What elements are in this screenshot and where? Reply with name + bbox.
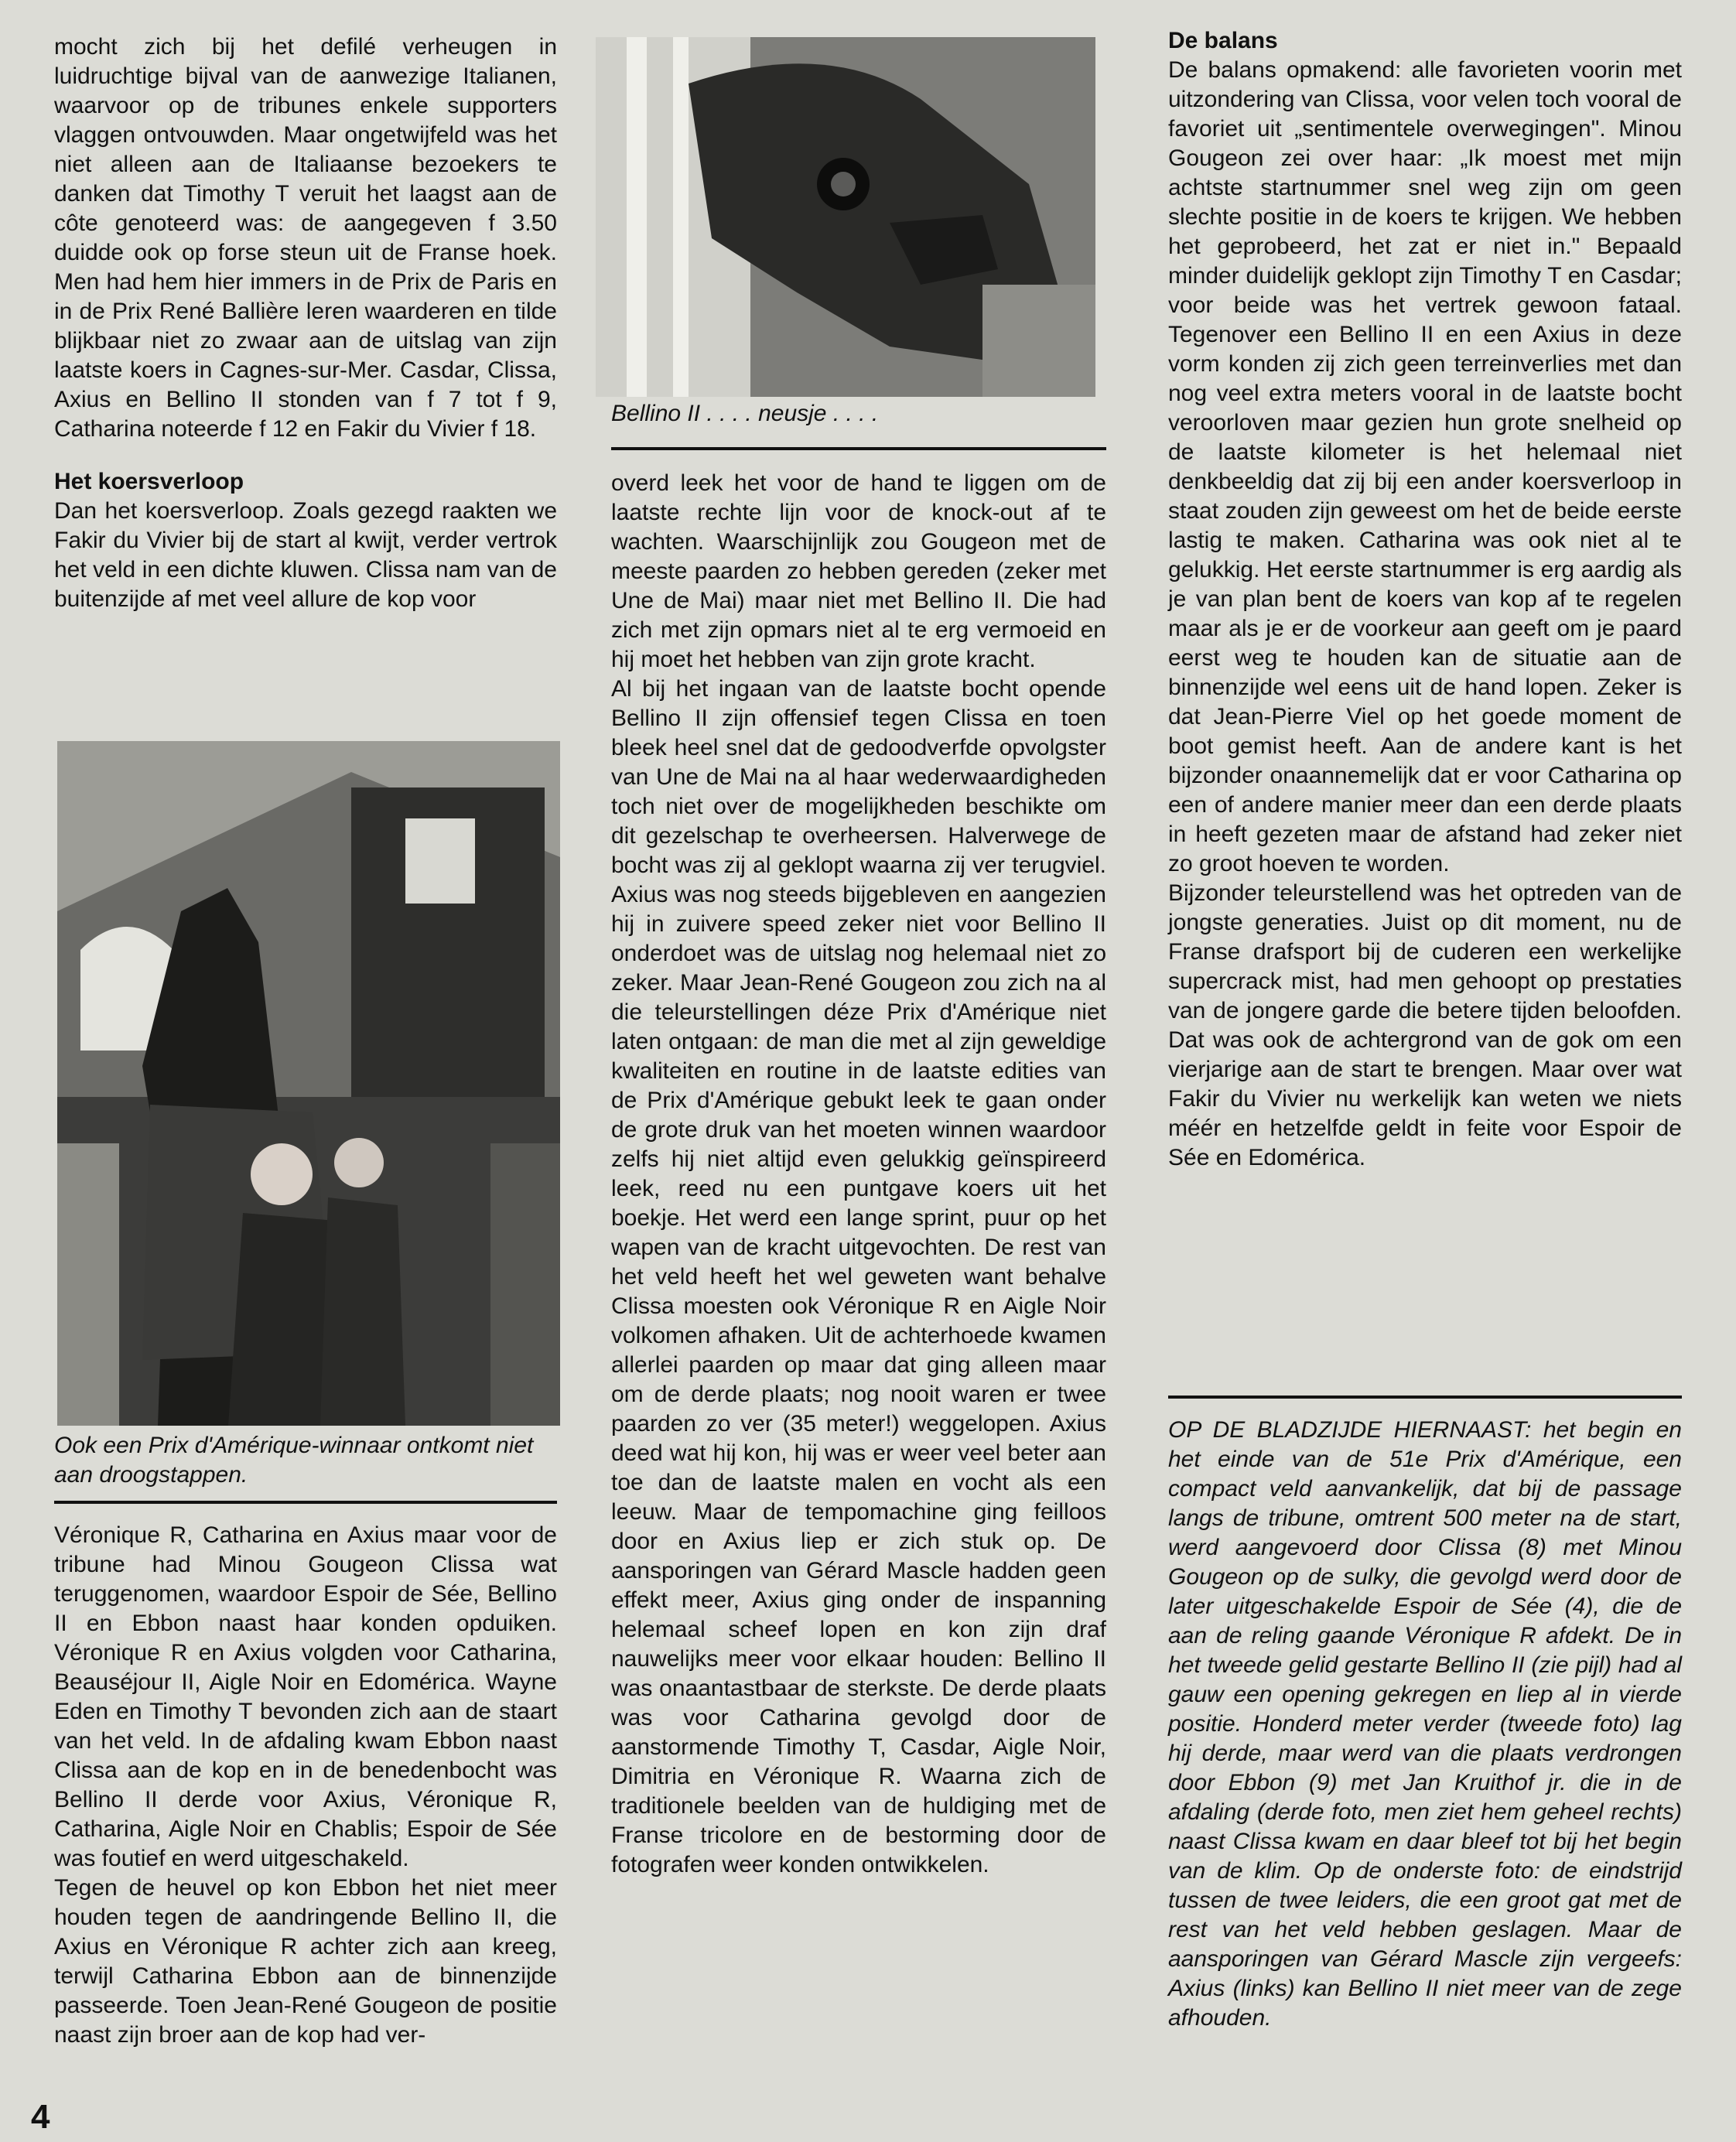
divider-middle (611, 447, 1106, 450)
column-left (54, 32, 557, 614)
photo-caption-left: Ook een Prix d'Amérique-winnaar ontkomt niet aan droogstappen. (54, 1433, 534, 1488)
divider-left (54, 1501, 557, 1504)
body-paragraph-4: Tegen de heuvel op kon Ebbon het niet meer houden tegen de aandringende Bellino II, die Axius en Véronique R achter zich aan kreeg, terwijl Catharina Ebbon aan de binnenzijde passeerde. Toen Jean-René Gougeon de positie naast zijn broer aan de kop had ver- (54, 1875, 557, 2048)
divider-right (1168, 1396, 1682, 1399)
body-paragraph-2: Dan het koersverloop. Zoals gezegd raakten we Fakir du Vivier bij de start al kwijt, verder vertrok het veld in een dichte kluwen. Clissa nam van de buitenzijde af met veel allure de kop voor (54, 498, 557, 612)
column-middle (611, 469, 1106, 1880)
photo-horse-with-handlers-illustration (57, 741, 560, 1426)
body-paragraph-5: overd leek het voor de hand te liggen om de laatste rechte lijn voor de knock-out af te wachten. Waarschijnlijk zou Gougeon met de meeste paarden zo hebben gereden (zeker met Une de Mai) maar niet met Bellino II. Die had zich met zijn opmars niet al te erg vermoeid en hij moet het hebben van zijn grote kracht. (611, 470, 1106, 672)
page-number: 4 (31, 2098, 50, 2136)
body-paragraph-8: Bijzonder teleurstellend was het optreden van de jongste generaties. Juist op dit moment, nu de Franse drafsport bij de cuderen een werkelijke supercrack mist, had men gehoopt op prestaties van de jongere garde die betere tijden beloofden. Dat was ook de achtergrond van de gok om een vierjarige aan de start te brengen. Maar over wat Fakir du Vivier nu werkelijk kan weten we niets méér en hetzelfde geldt in feite voor Espoir de Sée en Edomérica. (1168, 880, 1682, 1170)
section-heading-balans: De balans (1168, 28, 1278, 53)
body-paragraph-7: De balans opmakend: alle favorieten voorin met uitzondering van Clissa, voor velen toch vooral de favoriet uit „sentimentele overwegingen". Minou Gougeon zei over haar: „Ik moest met mijn achtste startnummer snel weg zijn om geen slechte positie in de koers te krijgen. We hebben het geprobeerd, het zat er niet in." Bepaald minder duidelijk geklopt zijn Timothy T en Casdar; voor beide was het vertrek gewoon fataal. Tegenover een Bellino II en een Axius in deze vorm konden zij zich geen terreinverlies met dan nog veel extra meters vooral in de laatste bocht veroorloven maar gezien hun grote snelheid op de laatste kilometer is het helemaal niet denkbeeldig dat zij bij een ander koersverloop in staat zouden zijn geweest om het de beide eerste lastig te maken. Catharina was ook niet al te gelukkig. Het eerste startnummer is erg aardig als je van plan bent de koers van kop af te regelen maar als je er de voorkeur aan geeft om je paard eerst weg te houden kan de situatie aan de binnenzijde wel eens uit de hand lopen. Zeker is dat Jean-Pierre Viel op het goede moment de boot gemist heeft. Aan de andere kant is het bijzonder onaannemelijk dat er voor Catharina op een of andere manier meer dan een derde plaats in heeft gezeten maar de afstand had zeker niet zo groot hoeven te worden. (1168, 57, 1682, 876)
photo-horse-with-handlers (57, 741, 560, 1426)
caption-block-right (1168, 1416, 1682, 2033)
caption-block-left (54, 1431, 557, 1490)
photo-caption-right: OP DE BLADZIJDE HIERNAAST: het begin en het einde van de 51e Prix d'Amérique, een compact veld aanvankelijk, dat bij de passage langs de tribune, omtrent 500 meter na de start, werd aangevoerd door Clissa (8) met Minou Gougeon op de sulky, die gevolgd werd door de later uitgeschakelde Espoir de Sée (4), die de aan de reling gaande Véronique R afdekt. De in het tweede gelid gestarte Bellino II (zie pijl) had al gauw een opening gekregen en liep al in vierde positie. Honderd meter verder (tweede foto) lag hij derde, maar werd van die plaats verdrongen door Ebbon (9) met Jan Kruithof jr. die in de afdaling (derde foto, men ziet hem geheel rechts) naast Clissa kwam en daar bleef tot bij het begin van de klim. Op de onderste foto: de eindstrijd tussen de twee leiders, die een groot gat met de rest van het veld hebben geslagen. Maar de aansporingen van Gérard Mascle zijn vergeefs: Axius (links) kan Bellino II niet meer van de zege afhouden. (1168, 1417, 1682, 2031)
column-right (1168, 26, 1682, 1173)
photo-caption-middle: Bellino II . . . . neusje . . . . (611, 401, 879, 426)
body-paragraph-3: Véronique R, Catharina en Axius maar voor de tribune had Minou Gougeon Clissa wat teruggenomen, waardoor Espoir de Sée, Bellino II en Ebbon naast haar konden opduiken. Véronique R en Axius volgden voor Catharina, Beauséjour II, Aigle Noir en Edomérica. Wayne Eden en Timothy T bevonden zich aan de staart van het veld. In de afdaling kwam Ebbon naast Clissa aan de kop en in de benedenbocht was Bellino II derde voor Axius, Véronique R, Catharina, Aigle Noir en Chablis; Espoir de Sée was foutief en werd uitgeschakeld. (54, 1522, 557, 1871)
body-paragraph-6: Al bij het ingaan van de laatste bocht opende Bellino II zijn offensief tegen Clissa en toen bleek heel snel dat de gedoodverfde opvolgster van Une de Mai na al haar wederwaardigheden toch niet over de mogelijkheden beschikte om dit gezelschap te overheersen. Halverwege de bocht was zij al geklopt waarna zij ver terugviel. Axius was nog steeds bijgebleven en aangezien hij in zuivere speed zeker niet voor Bellino II onderdoet was de uitslag nog helemaal niet zo zeker. Maar Jean-René Gougeon zou zich na al die teleurstellingen déze Prix d'Amérique niet laten ontgaan: de man die met al zijn geweldige kwaliteiten en routine in de laatste edities van de Prix d'Amérique gebukt leek te gaan onder de grote druk van het moeten winnen waardoor zelfs hij niet altijd even gelukkig geïnspireerd leek, reed nu een puntgave koers uit het boekje. Het werd een lange sprint, puur op het wapen van de kracht uitgevochten. De rest van het veld heeft het wel geweten want behalve Clissa moesten ook Véronique R en Aigle Noir volkomen afhaken. Uit de achterhoede kwamen allerlei paarden op maar dat ging alleen maar om de derde plaats; nog nooit waren er twee paarden zo ver (35 meter!) weggelopen. Axius deed wat hij kon, hij was er weer veel beter aan toe dan de laatste malen en vocht als een leeuw. Maar de tempomachine ging feilloos door en Axius liep er zich stuk op. De aansporingen van Gérard Mascle hadden geen effekt meer, Axius ging onder de inspanning helemaal scheef lopen en kon zijn draf nauwelijks meer voor elkaar houden: Bellino II was onaantastbaar de sterkste. De derde plaats was voor Catharina gevolgd door de aanstormende Timothy T, Casdar, Aigle Noir, Dimitria en Véronique R. Waarna zich de traditionele beelden van de huldiging met de Franse tricolore en de bestorming door de fotografen weer konden ontwikkelen. (611, 676, 1106, 1877)
photo-bellino-head-illustration (596, 37, 1095, 397)
column-left-lower (54, 1521, 557, 2050)
caption-block-middle (611, 399, 1106, 429)
section-heading-koersverloop: Het koersverloop (54, 469, 244, 494)
body-paragraph-1: mocht zich bij het defilé verheugen in luidruchtige bijval van de aanwezige Italianen, waarvoor op de tribunes enkele supporters vlaggen ontvouwden. Maar ongetwijfeld was het niet alleen aan de Italiaanse bezoekers te danken dat Timothy T veruit het laagst aan de côte genoteerd was: de aangegeven f 3.50 duidde ook op forse steun uit de Franse hoek. Men had hem hier immers in de Prix de Paris en in de Prix René Ballière leren waarderen en tilde blijkbaar niet zo zwaar aan de uitslag van zijn laatste koers in Cagnes-sur-Mer. Casdar, Clissa, Axius en Bellino II stonden van f 7 tot f 9, Catharina noteerde f 12 en Fakir du Vivier f 18. (54, 34, 557, 442)
photo-bellino-head (596, 37, 1095, 397)
